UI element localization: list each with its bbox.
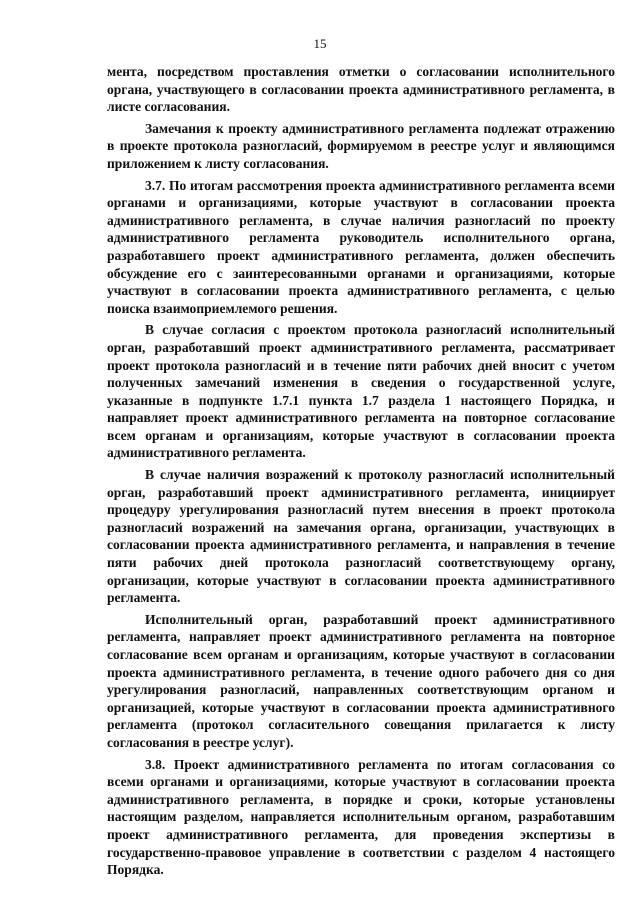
paragraph-1: мента, посредством проставления отметки о согласовании исполнительного органа, участвующего в согласовании проекта административного регламента, в листе согласования. [107,64,615,115]
page-number: 15 [313,36,327,51]
document-body [107,63,615,879]
paragraph-3-8: 3.8. Проект административного регламента по итогам согласования со всеми органами и организациями, которые участвуют в согласовании проекта административного регламента, в порядке и сроки, которые установлены настоящим разделом, направляется исполнительным органом, разработавшим проект административного регламента, для проведения экспертизы в государственно-правовое управление в соответствии с разделом 4 настоящего Порядка. [107,756,615,878]
paragraph-3-7: 3.7. По итогам рассмотрения проекта административного регламента всеми органами и организациями, которые участвуют в согласовании проекта административного регламента, в случае наличия разногласий по проекту административного регламента руководитель исполнительного органа, разработавшего проект административного регламента, должен обеспечить обсуждение его с заинтересованными органами и организациями, которые участвуют в согласовании проекта административного регламента, с целью поиска взаимоприемлемого решения. [107,177,615,316]
paragraph-5: В случае наличия возражений к протоколу разногласий исполнительный орган, разработавший проект административного регламента, инициирует процедуру урегулирования разногласий путем внесения в проект протокола разногласий возражений на замечания органа, организации, участвующих в согласовании проекта административного регламента, и направления в течение пяти рабочих дней протокола разногласий соответствующему органу, организации, которые участвуют в согласовании проекта административного регламента. [107,467,615,606]
paragraph-6: Исполнительный орган, разработавший проект административного регламента, направляет проект административного регламента на повторное согласование всем органам и организациям, которые участвуют в согласовании проекта административного регламента, в течение одного рабочего дня со дня урегулирования разногласий, направленных соответствующим органом и организацией, которые участвуют в согласовании проекта административного регламента (протокол согласительного совещания прилагается к листу согласования в реестре услуг). [107,611,615,750]
paragraph-2: Замечания к проекту административного регламента подлежат отражению в проекте протокола разногласий, формируемом в реестре услуг и являющимся приложением к листу согласования. [107,120,615,171]
paragraph-4: В случае согласия с проектом протокола разногласий исполнительный орган, разработавший проект административного регламента, рассматривает проект протокола разногласий и в течение пяти рабочих дней вносит с учетом полученных замечаний изменения в сведения о государственной услуге, указанные в подпункте 1.7.1 пункта 1.7 раздела 1 настоящего Порядка, и направляет проект административного регламента на повторное согласование всем органам и организациям, которые участвуют в согласовании проекта административного регламента. [107,322,615,461]
